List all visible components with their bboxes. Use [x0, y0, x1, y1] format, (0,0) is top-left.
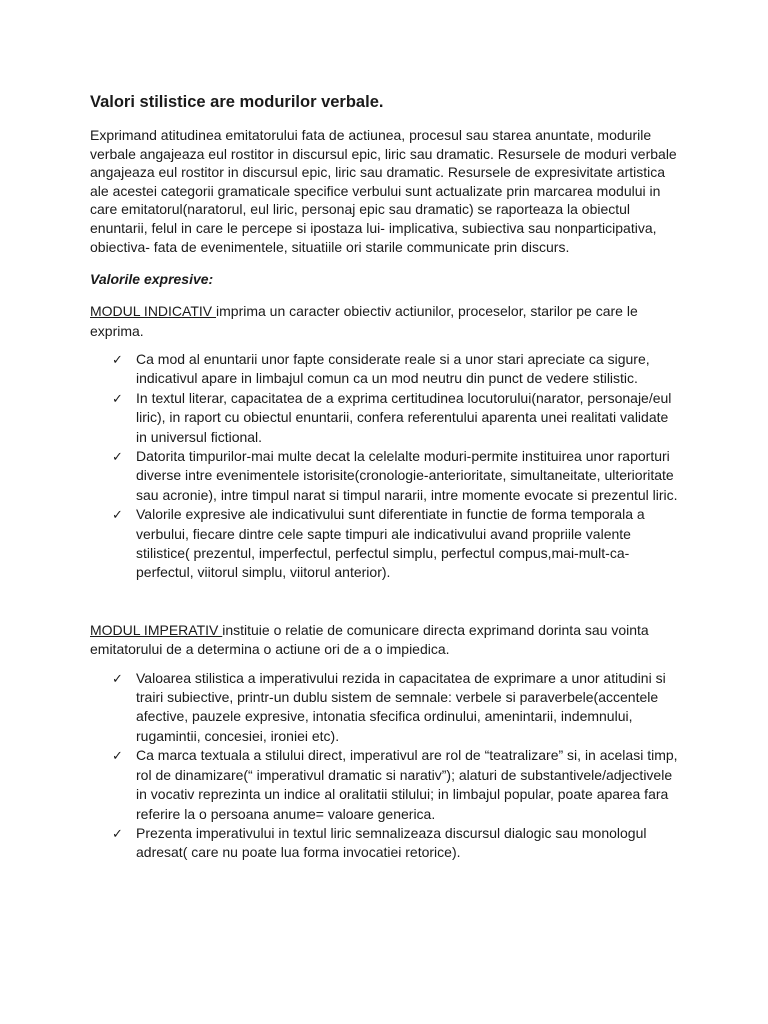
imperativ-list: [90, 669, 682, 863]
indicativ-heading: MODUL INDICATIV: [90, 303, 217, 320]
checkmark-icon: ✓: [112, 507, 123, 523]
imperativ-intro: [90, 621, 682, 660]
document-page: [90, 92, 682, 863]
checkmark-icon: ✓: [112, 351, 123, 367]
list-item: [112, 824, 682, 863]
list-item: [112, 746, 682, 824]
intro-paragraph: Exprimand atitudinea emitatorului fata de actiunea, procesul sau starea anuntate, modurile verbale angajeaza eul rostitor in discursul epic, liric sau dramatic. Resursele de moduri verbale angajeaza eul rostitor in discursul epic, liric sau dramatic. Resursele de expresivitate artistica ale acestei categorii gramaticale specifice verbului sunt actualizate prin marcarea modului in care emitatorul(naratorul, eul liric, personaj epic sau dramatic) se raporteaza la obiectul enuntarii, felul in care le percepe si ipostaza lui- implicativa, subiectiva sau nonparticipativa, obiectiva- fata de evenimentele, situatiile ori starile communicate prin discurs.: [90, 127, 677, 255]
list-item-text: Valoarea stilistica a imperativului rezida in capacitatea de exprimare a unor atitudini si trairi subiective, printr-un dublu sistem de semnale: verbele si paraverbele(accentele afective, pauzele expresive, intonatia sfecifica ordinului, amenintarii, indemnului, rugamintii, concesiei, ironiei etc).: [136, 669, 666, 744]
list-item: [112, 389, 682, 447]
list-item: [112, 669, 682, 747]
document-title: Valori stilistice are modurilor verbale.: [90, 93, 384, 111]
checkmark-icon: ✓: [112, 748, 123, 764]
list-item-text: In textul literar, capacitatea de a exprima certitudinea locutorului(narator, personaje/eul liric), in raport cu obiectul enuntarii, confera referentului aparenta unei realitati validate in universul fictional.: [136, 389, 672, 445]
list-item: [112, 350, 682, 389]
indicativ-list: [90, 350, 682, 583]
imperativ-heading: MODUL IMPERATIV: [90, 621, 223, 638]
list-item-text: Datorita timpurilor-mai multe decat la celelalte moduri-permite instituirea unor raporturi diverse intre evenimentele istorisite(cronologie-anterioritate, simultaneitate, ulterioritate sau acronie), intre timpul narat si timpul nararii, intre momente evocate si prezentul liric.: [136, 448, 678, 503]
list-item: [112, 447, 682, 505]
checkmark-icon: ✓: [112, 449, 123, 464]
list-item: [112, 505, 682, 583]
list-item-text: Ca marca textuala a stilului direct, imperativul are rol de “teatralizare” si, in acelasi timp, rol de dinamizare(“ imperativul dramatic si narativ”); alaturi de substantivele/adjectivele in vocativ reprezinta un indice al oralitatii stilului; in limbajul popular, poate aparea fara referire la o persoana anume= valoare generica.: [136, 747, 678, 822]
list-item-text: Prezenta imperativului in textul liric semnalizeaza discursul dialogic sau monologul adresat( care nu poate lua forma invocatiei retorice).: [136, 824, 647, 861]
indicativ-intro: [90, 302, 682, 341]
subheading-valorile-expresive: Valorile expresive:: [90, 271, 214, 288]
checkmark-icon: ✓: [112, 390, 123, 406]
list-item-text: Ca mod al enuntarii unor fapte considerate reale si a unor stari apreciate ca sigure, indicativul apare in limbajul comun ca un mod neutru din punct de vedere stilistic.: [136, 350, 650, 387]
list-item-text: Valorile expresive ale indicativului sunt diferentiate in functie de forma temporala a verbului, fiecare dintre cele sapte timpuri ale indicativului avand propriile valente stilistice( prezentul, imperfectul, perfectul simplu, perfectul compus,mai-mult-ca-perfectul, viitorul simplu, viitorul anterior).: [136, 506, 645, 581]
indicativ-text: imprima un caracter obiectiv actiunilor, proceselor, starilor pe care le exprima.: [90, 303, 638, 339]
checkmark-icon: ✓: [112, 670, 123, 686]
imperativ-text: instituie o relatie de comunicare directa exprimand dorinta sau vointa emitatorului de a determina o actiune ori de a o impiedica.: [90, 621, 649, 658]
checkmark-icon: ✓: [112, 825, 123, 841]
